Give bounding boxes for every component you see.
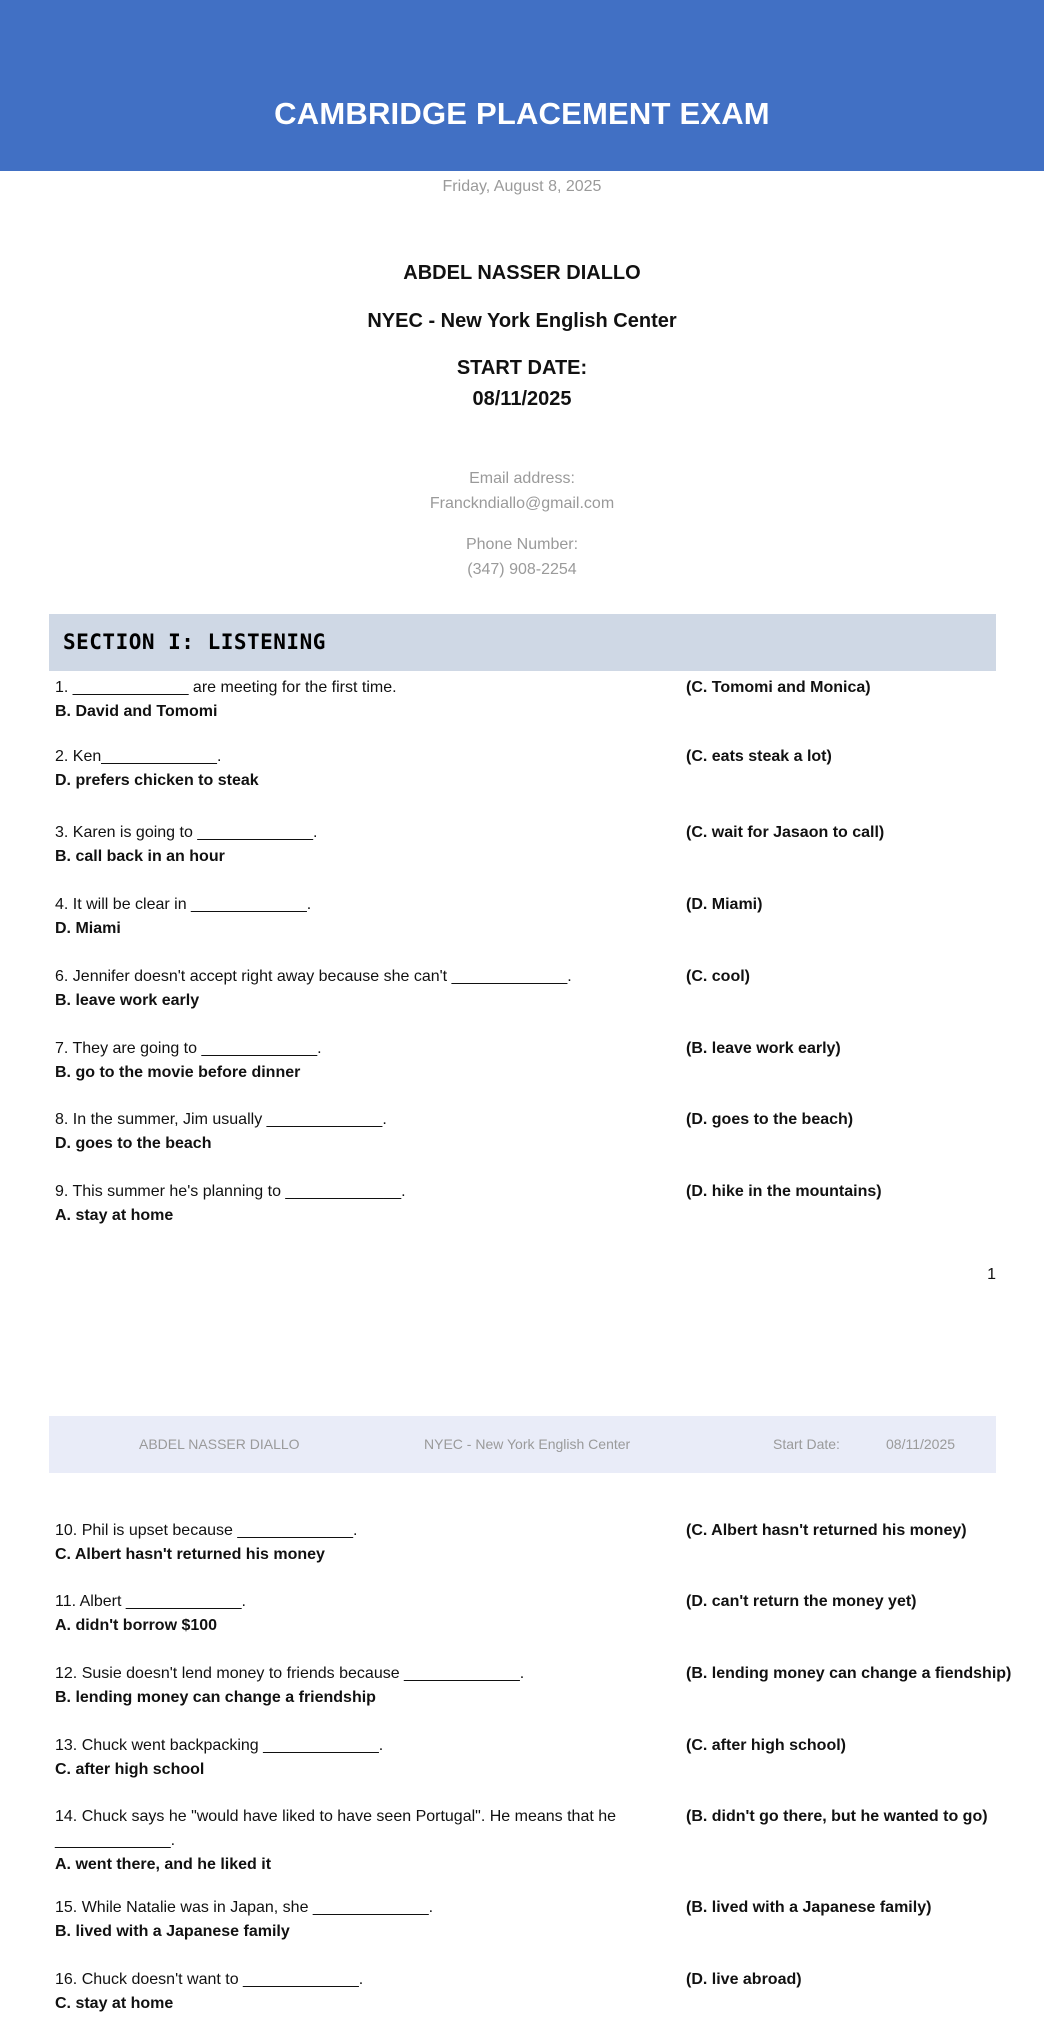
header-start-label: Start Date: [773, 1436, 840, 1452]
student-answer: B. call back in an hour [55, 848, 225, 865]
question-text: 4. It will be clear in _____________. [55, 896, 312, 913]
student-answer: C. stay at home [55, 1995, 174, 2012]
question-item [55, 1180, 695, 1228]
question-item [55, 1590, 695, 1638]
header-student-name: ABDEL NASSER DIALLO [139, 1436, 300, 1452]
correct-answer: (B. lived with a Japanese family) [686, 1899, 932, 1916]
student-answer: A. didn't borrow $100 [55, 1617, 218, 1634]
page-number: 1 [987, 1266, 996, 1283]
student-answer: A. went there, and he liked it [55, 1856, 272, 1873]
question-text: 6. Jennifer doesn't accept right away because she can't _____________. [55, 968, 572, 985]
question-item [55, 1662, 695, 1710]
phone-value: (347) 908-2254 [467, 561, 577, 578]
question-item [55, 1108, 695, 1156]
question-item [55, 1896, 695, 1944]
header-school-name: NYEC - New York English Center [424, 1436, 631, 1452]
correct-answer: (B. didn't go there, but he wanted to go) [686, 1808, 988, 1825]
student-answer: D. Miami [55, 920, 121, 937]
question-text: 11. Albert _____________. [55, 1593, 246, 1610]
question-item [55, 745, 695, 793]
correct-answer: (C. Tomomi and Monica) [686, 679, 871, 696]
correct-answer: (B. lending money can change a fiendship) [686, 1665, 1012, 1682]
question-item [55, 676, 695, 724]
correct-answer: (C. wait for Jasaon to call) [686, 824, 885, 841]
question-item [55, 1037, 695, 1085]
exam-title: CAMBRIDGE PLACEMENT EXAM [274, 96, 770, 131]
correct-answer: (C. cool) [686, 968, 750, 985]
correct-answer: (B. leave work early) [686, 1040, 841, 1057]
question-text: 2. Ken_____________. [55, 748, 222, 765]
header-banner [0, 0, 1044, 171]
correct-answer: (C. eats steak a lot) [686, 748, 832, 765]
question-item [55, 1805, 695, 1877]
question-text: 14. Chuck says he "would have liked to have seen Portugal". He means that he _____________. [55, 1808, 617, 1849]
header-start-date: 08/11/2025 [886, 1436, 956, 1452]
school-name: NYEC - New York English Center [367, 310, 677, 332]
section-title: SECTION I: LISTENING [63, 630, 326, 654]
student-answer: A. stay at home [55, 1207, 174, 1224]
student-answer: D. goes to the beach [55, 1135, 212, 1152]
start-date-label: START DATE: [456, 357, 588, 379]
page-running-header [49, 1416, 996, 1473]
student-answer: B. lending money can change a friendship [55, 1689, 376, 1706]
student-answer: C. after high school [55, 1761, 205, 1778]
phone-label: Phone Number: [465, 536, 579, 553]
correct-answer: (D. live abroad) [686, 1971, 802, 1988]
question-item [55, 1968, 695, 2016]
email-value: Franckndiallo@gmail.com [429, 495, 615, 512]
student-answer: D. prefers chicken to steak [55, 772, 259, 789]
correct-answer: (C. Albert hasn't returned his money) [686, 1522, 967, 1539]
question-text: 12. Susie doesn't lend money to friends because _____________. [55, 1665, 525, 1682]
correct-answer: (D. goes to the beach) [686, 1111, 854, 1128]
document-date: Friday, August 8, 2025 [442, 178, 602, 195]
start-date-value: 08/11/2025 [472, 388, 572, 410]
question-text: 15. While Natalie was in Japan, she _____________. [55, 1899, 434, 1916]
question-text: 10. Phil is upset because _____________. [55, 1522, 358, 1539]
question-item [55, 1519, 695, 1567]
question-text: 1. _____________ are meeting for the first time. [55, 679, 397, 696]
section-header [49, 614, 996, 671]
student-answer: B. go to the movie before dinner [55, 1064, 301, 1081]
student-answer: B. David and Tomomi [55, 703, 218, 720]
question-item [55, 821, 695, 869]
student-name: ABDEL NASSER DIALLO [403, 262, 641, 284]
question-item [55, 965, 695, 1013]
question-item [55, 893, 695, 941]
correct-answer: (D. can't return the money yet) [686, 1593, 917, 1610]
question-text: 3. Karen is going to _____________. [55, 824, 318, 841]
question-text: 16. Chuck doesn't want to _____________. [55, 1971, 364, 1988]
email-label: Email address: [469, 470, 575, 487]
student-answer: C. Albert hasn't returned his money [55, 1546, 325, 1563]
question-text: 9. This summer he's planning to _____________. [55, 1183, 406, 1200]
correct-answer: (C. after high school) [686, 1737, 846, 1754]
student-answer: B. leave work early [55, 992, 200, 1009]
correct-answer: (D. hike in the mountains) [686, 1183, 882, 1200]
question-text: 8. In the summer, Jim usually _____________. [55, 1111, 387, 1128]
student-answer: B. lived with a Japanese family [55, 1923, 290, 1940]
question-item [55, 1734, 695, 1782]
question-text: 13. Chuck went backpacking _____________. [55, 1737, 384, 1754]
question-text: 7. They are going to _____________. [55, 1040, 322, 1057]
correct-answer: (D. Miami) [686, 896, 763, 913]
